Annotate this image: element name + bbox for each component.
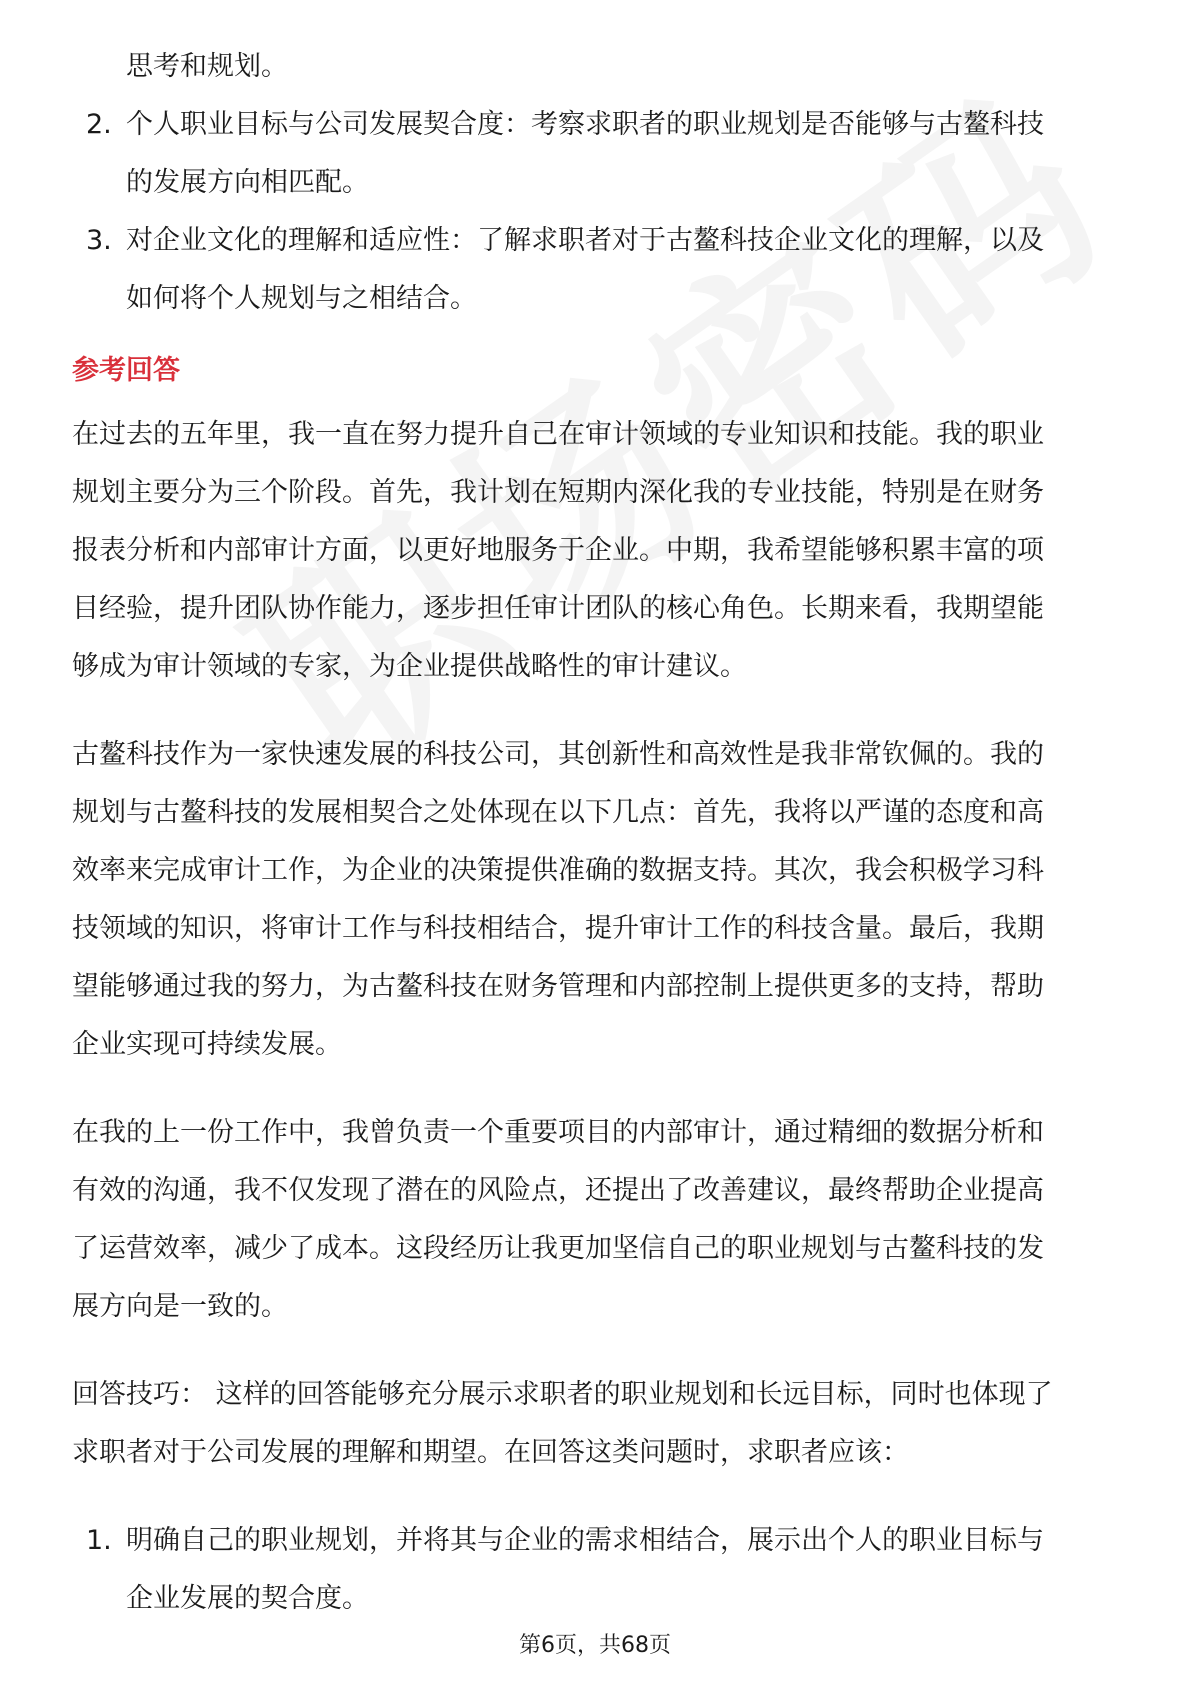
paragraph-line: 求职者对于公司发展的理解和期望。在回答这类问题时，求职者应该： [72,1437,909,1468]
paragraph-line: 回答技巧： 这样的回答能够充分展示求职者的职业规划和长远目标，同时也体现了 [72,1379,1053,1410]
answer-tips-paragraph [72,1366,1122,1482]
paragraph-line: 在我的上一份工作中，我曾负责一个重要项目的内部审计，通过精细的数据分析和 [72,1117,1044,1148]
paragraph-line: 报表分析和内部审计方面，以更好地服务于企业。中期，我希望能够积累丰富的项 [72,535,1044,566]
paragraph-line: 规划与古鳌科技的发展相契合之处体现在以下几点：首先，我将以严谨的态度和高 [72,797,1044,828]
list-item-line: 个人职业目标与公司发展契合度：考察求职者的职业规划是否能够与古鳌科技 [126,109,1044,140]
paragraph-line: 效率来完成审计工作，为企业的决策提供准确的数据支持。其次，我会积极学习科 [72,855,1044,886]
paragraph-line: 古鳌科技作为一家快速发展的科技公司，其创新性和高效性是我非常钦佩的。我的 [72,739,1044,770]
list-item-line: 思考和规划。 [126,51,288,82]
list-item-line: 明确自己的职业规划，并将其与企业的需求相结合，展示出个人的职业目标与 [126,1525,1044,1556]
list-number: 1. [86,1525,112,1556]
bottom-ordered-list [72,1512,1122,1628]
paragraph-line: 企业实现可持续发展。 [72,1029,342,1060]
list-item [72,212,1122,328]
paragraph [72,726,1122,1074]
list-item [72,1512,1122,1628]
paragraph-line: 够成为审计领域的专家，为企业提供战略性的审计建议。 [72,651,747,682]
list-item-line: 企业发展的契合度。 [126,1583,369,1614]
paragraph-line: 了运营效率，减少了成本。这段经历让我更加坚信自己的职业规划与古鳌科技的发 [72,1233,1044,1264]
paragraph-line: 望能够通过我的努力，为古鳌科技在财务管理和内部控制上提供更多的支持，帮助 [72,971,1044,1002]
page-footer: 第6页，共68页 [519,1633,671,1658]
paragraph-line: 目经验，提升团队协作能力，逐步担任审计团队的核心角色。长期来看，我期望能 [72,593,1044,624]
paragraph-line: 技领域的知识，将审计工作与科技相结合，提升审计工作的科技含量。最后，我期 [72,913,1044,944]
list-item-line: 的发展方向相匹配。 [126,167,369,198]
paragraph [72,406,1122,696]
list-item [72,96,1122,212]
list-item-line: 对企业文化的理解和适应性：了解求职者对于古鳌科技企业文化的理解，以及 [126,225,1044,256]
top-ordered-list [72,38,1122,328]
document-page [72,38,1122,1628]
section-title: 参考回答 [72,355,180,386]
list-number: 2. [86,109,112,140]
list-number: 3. [86,225,112,256]
list-item-continuation [72,38,1122,96]
paragraph-line: 规划主要分为三个阶段。首先，我计划在短期内深化我的专业技能，特别是在财务 [72,477,1044,508]
paragraph [72,1104,1122,1336]
paragraph-line: 展方向是一致的。 [72,1291,288,1322]
list-item-line: 如何将个人规划与之相结合。 [126,283,477,314]
paragraph-line: 有效的沟通，我不仅发现了潜在的风险点，还提出了改善建议，最终帮助企业提高 [72,1175,1044,1206]
paragraph-line: 在过去的五年里，我一直在努力提升自己在审计领域的专业知识和技能。我的职业 [72,419,1044,450]
